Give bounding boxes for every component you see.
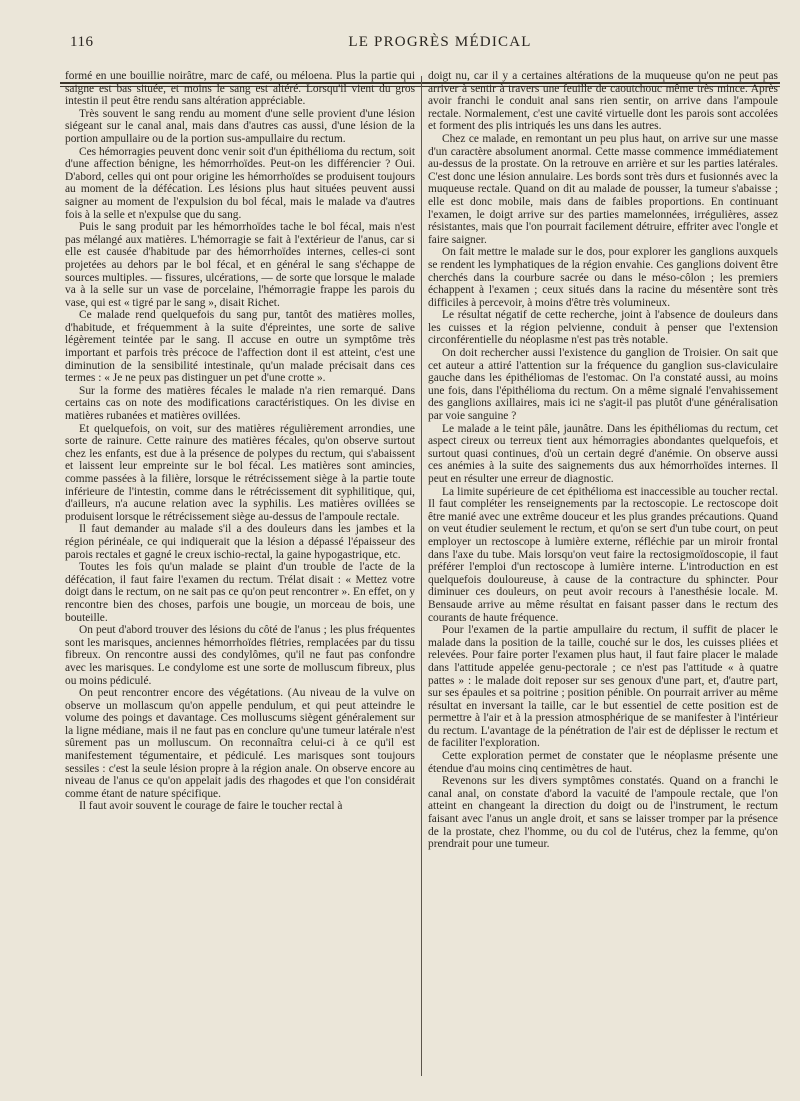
paragraph: Ce malade rend quelquefois du sang pur, tantôt des matières molles, d'habitude, et fréquemment à la suite d'épreintes, une sorte de salive légèrement teintée par le sang. Il accuse en outre un symptôme très important et parfois très précoce de l'affection dont il est atteint, c'est une diminution de la sensibilité intestinale, qu'un malade précisait dans ces termes : « Je ne peux pas distinguer un pet d'une crotte ». [65,309,415,385]
paragraph: Et quelquefois, on voit, sur des matières régulièrement arrondies, une sorte de rainure. Cette rainure des matières fécales, qu'on observe surtout chez les enfants, est due à la présence de polypes du rectum, qui s'abaissent et laissent leur empreinte sur le bol fécal. Les matières sont amincies, comme passées à la filière, lorsque le rétrécissement siège à la partie toute inférieure de l'intestin, comme dans le rétrécissement dit syphilitique, qui, d'ailleurs, n'a aucune relation avec la syphilis. Les matières ovillées se produisent lorsque le rétrécissement siège au-dessus de l'ampoule rectale. [65,422,415,523]
paragraph: Ces hémorragies peuvent donc venir soit d'un épithélioma du rectum, soit d'une affection bénigne, les hémorrhoïdes. Peut-on les différencier ? Oui. D'abord, celles qui ont pour origine les hémorrhoïdes se produisent toujours au moment de la défécation. Les lésions plus haut situées peuvent aussi saigner au moment de l'expulsion du bol fécal, mais le malade va d'autres fois à la selle et n'expulse que du sang. [65,145,415,221]
page-number: 116 [70,34,94,50]
text-columns [60,70,778,1080]
column-divider [421,76,422,1076]
paragraph: Le malade a le teint pâle, jaunâtre. Dans les épithéliomas du rectum, cet aspect cireux ou terreux tient aux hémorragies abondantes quelquefois, et surtout quasi continues, d'où un certain degré d'anémie. On observe aussi ces anémies à la suite des saignements dus aux hémorrhoïdes internes. Il peut en résulter une erreur de diagnostic. [428,422,778,485]
paragraph: Il faut demander au malade s'il a des douleurs dans les jambes et la région périnéale, ce qui indiquerait que la lésion a dépassé l'épaisseur des parois rectales et gagné le creux ischio-rectal, la gaine hypogastrique, etc. [65,523,415,561]
paragraph: Puis le sang produit par les hémorrhoïdes tache le bol fécal, mais n'est pas mélangé aux matières. L'hémorragie se fait à l'extérieur de l'anus, car si elle est causée d'habitude par des hémorrhoïdes internes, celles-ci sont projetées au dehors par le bol fécal, et en général le sang s'échappe de sources multiples. — fissures, ulcérations, — de sorte que lorsque le malade va à la selle sur un vase de porcelaine, l'hémorragie frappe les parois du vase, qui est « tigré par le sang », disait Richet. [65,221,415,309]
paragraph: Cette exploration permet de constater que le néoplasme présente une étendue d'au moins cinq centimètres de haut. [428,750,778,775]
right-column [428,70,778,1080]
paragraph: formé en une bouillie noirâtre, marc de café, ou méloena. Plus la partie qui saigne est bas située, et moins le sang est altéré. Lorsqu'il vient du gros intestin il peut être rendu sans altération appréciable. [65,70,415,108]
running-title: LE PROGRÈS MÉDICAL [348,34,532,50]
paragraph: Revenons sur les divers symptômes constatés. Quand on a franchi le canal anal, on constate d'abord la vacuité de l'ampoule rectale, que l'on atteint en changeant la direction du doigt ou de l'instrument, le rectum faisant avec l'anus un angle droit, et sans se laisser tromper par la présence de la prostate, chez l'homme, ou du col de l'utérus, chez la femme, qu'on prendrait pour une tumeur. [428,775,778,851]
paragraph: On peut rencontrer encore des végétations. (Au niveau de la vulve on observe un mollascum qu'on appelle pendulum, et qui peut atteindre le volume des poings et davantage. Ces molluscums siègent généralement sur la ligne médiane, mais il ne faut pas en conclure qu'une tumeur latérale n'est sûrement pas un molluscum. On reconnaîtra celui-ci à ce qu'il est manifestement tégumentaire, et pédiculé. Les marisques sont toujours sessiles : c'est la seule lésion propre à la région anale. On observe encore au niveau de l'anus ce qu'on appelait jadis des rhagodes et que l'on considérait comme étant de nature spécifique. [65,687,415,800]
paragraph: Il faut avoir souvent le courage de faire le toucher rectal à [79,800,343,813]
paragraph: Chez ce malade, en remontant un peu plus haut, on arrive sur une masse d'un caractère absolument anormal. Cette masse commence immédiatement au-dessus de la prostate. On la retrouve en arrière et sur les parties latérales. C'est donc une lésion annulaire. Les bords sont très durs et fusionnés avec la muqueuse rectale. Quand on dit au malade de pousser, la tumeur s'abaisse ; elle est donc mobile, mais dans de faibles proportions. En continuant l'examen, le doigt arrive sur des parties mamelonnées, irrégulières, assez résistantes, mais que l'on pourrait facilement détruire, effriter avec l'ongle et faire saigner. [428,132,778,246]
paragraph: Le résultat négatif de cette recherche, joint à l'absence de douleurs dans les cuisses et la région pelvienne, conduit à penser que l'extension circonférentielle du néoplasme n'est pas très notable. [428,309,778,347]
paragraph: doigt nu, car il y a certaines altérations de la muqueuse qu'on ne peut pas arriver à sentir à travers une feuille de caoutchouc même très mince. Après avoir franchi le conduit anal sans rien sentir, on arrive dans l'ampoule rectale. Normalement, c'est une cavité virtuelle dont les parois sont accolées et forment des plis intriqués les uns dans les autres. [428,70,778,133]
page-header [0,24,800,64]
paragraph: On peut d'abord trouver des lésions du côté de l'anus ; les plus fréquentes sont les marisques, anciennes hémorrhoïdes flétries, remplacées par du tissu fibreux. On rencontre aussi des condylômes, qu'il ne faut pas confondre avec les marisques. Le condylome est une sorte de molluscum fibreux, plus ou moins pédiculé. [65,624,415,687]
paragraph: On doit rechercher aussi l'existence du ganglion de Troisier. On sait que cet auteur a attiré l'attention sur la fréquence du ganglion sus-claviculaire gauche dans les épithéliomas de l'estomac. On l'a constaté aussi, au moins une fois, dans l'épithélioma du rectum. On a même signalé l'envahissement des ganglions axillaires, mais ici ne s'agit-il pas plutôt d'une généralisation par voie sanguine ? [428,347,778,423]
paragraph: On fait mettre le malade sur le dos, pour explorer les ganglions auxquels se rendent les lymphatiques de la région envahie. Ces ganglions doivent être cherchés dans la courbure sacrée ou dans le méso-côlon ; les premiers échappent à l'examen ; ceux situés dans la racine du mésentère sont très difficiles à percevoir, à moins d'être très volumineux. [428,246,778,309]
paragraph: Toutes les fois qu'un malade se plaint d'un trouble de l'acte de la défécation, il faut faire l'examen du rectum. Trélat disait : « Mettez votre doigt dans le rectum, on ne sait pas ce qu'on peut rencontrer ». En effet, on y rencontre bien des choses, parfois une bougie, un morceau de bois, une bouteille. [65,561,415,624]
paragraph: Pour l'examen de la partie ampullaire du rectum, il suffit de placer le malade dans la position de la taille, couché sur le dos, les cuisses pliées et relevées. Pour faire porter l'examen plus haut, il faut faire placer le malade dans l'attitude appelée genu-pectorale ; ce n'est pas l'attitude « à quatre pattes » : le malade doit reposer sur ses genoux d'une part, et, d'autre part, sur ses épaules et sa poitrine ; position pénible. On pourrait arriver au même résultat en inversant la taille, car le but essentiel de cette position est de permettre à l'air et à la pression atmosphérique de se manifester à l'intérieur du rectum. L'avantage de la pénétration de l'air est de déplisser le rectum et de faciliter l'exploration. [428,624,778,750]
paragraph: Très souvent le sang rendu au moment d'une selle provient d'une lésion siégeant sur le canal anal, mais dans d'autres cas aussi, d'une lésion de la portion ampullaire ou de la portion sus-ampullaire du rectum. [65,107,415,145]
paragraph: Sur la forme des matières fécales le malade n'a rien remarqué. Dans certains cas on note des modifications caractéristiques. On les divise en matières rubanées et matières ovillées. [65,384,415,423]
left-column [60,70,415,1080]
paragraph: La limite supérieure de cet épithélioma est inaccessible au toucher rectal. Il faut compléter les renseignements par la rectoscopie. Le rectoscope doit être manié avec une extrême douceur et les plus grandes précautions. Quand on veut étudier seulement le rectum, et qu'on se sert d'un tube court, on peut employer un rectoscope à lumière externe, réfléchie par un miroir frontal dans l'axe du tube. Mais lorsqu'on veut faire la rectosigmoïdoscopie, il faut préférer l'emploi d'un rectoscope à lumière interne. L'introduction en est quelquefois douloureuse, à cause de la contracture du sphincter. Pour diminuer ces douleurs, on peut avoir recours à l'anesthésie locale. M. Bensaude arrive au même résultat en faisant passer dans le rectum des courants de haute fréquence. [428,485,778,624]
